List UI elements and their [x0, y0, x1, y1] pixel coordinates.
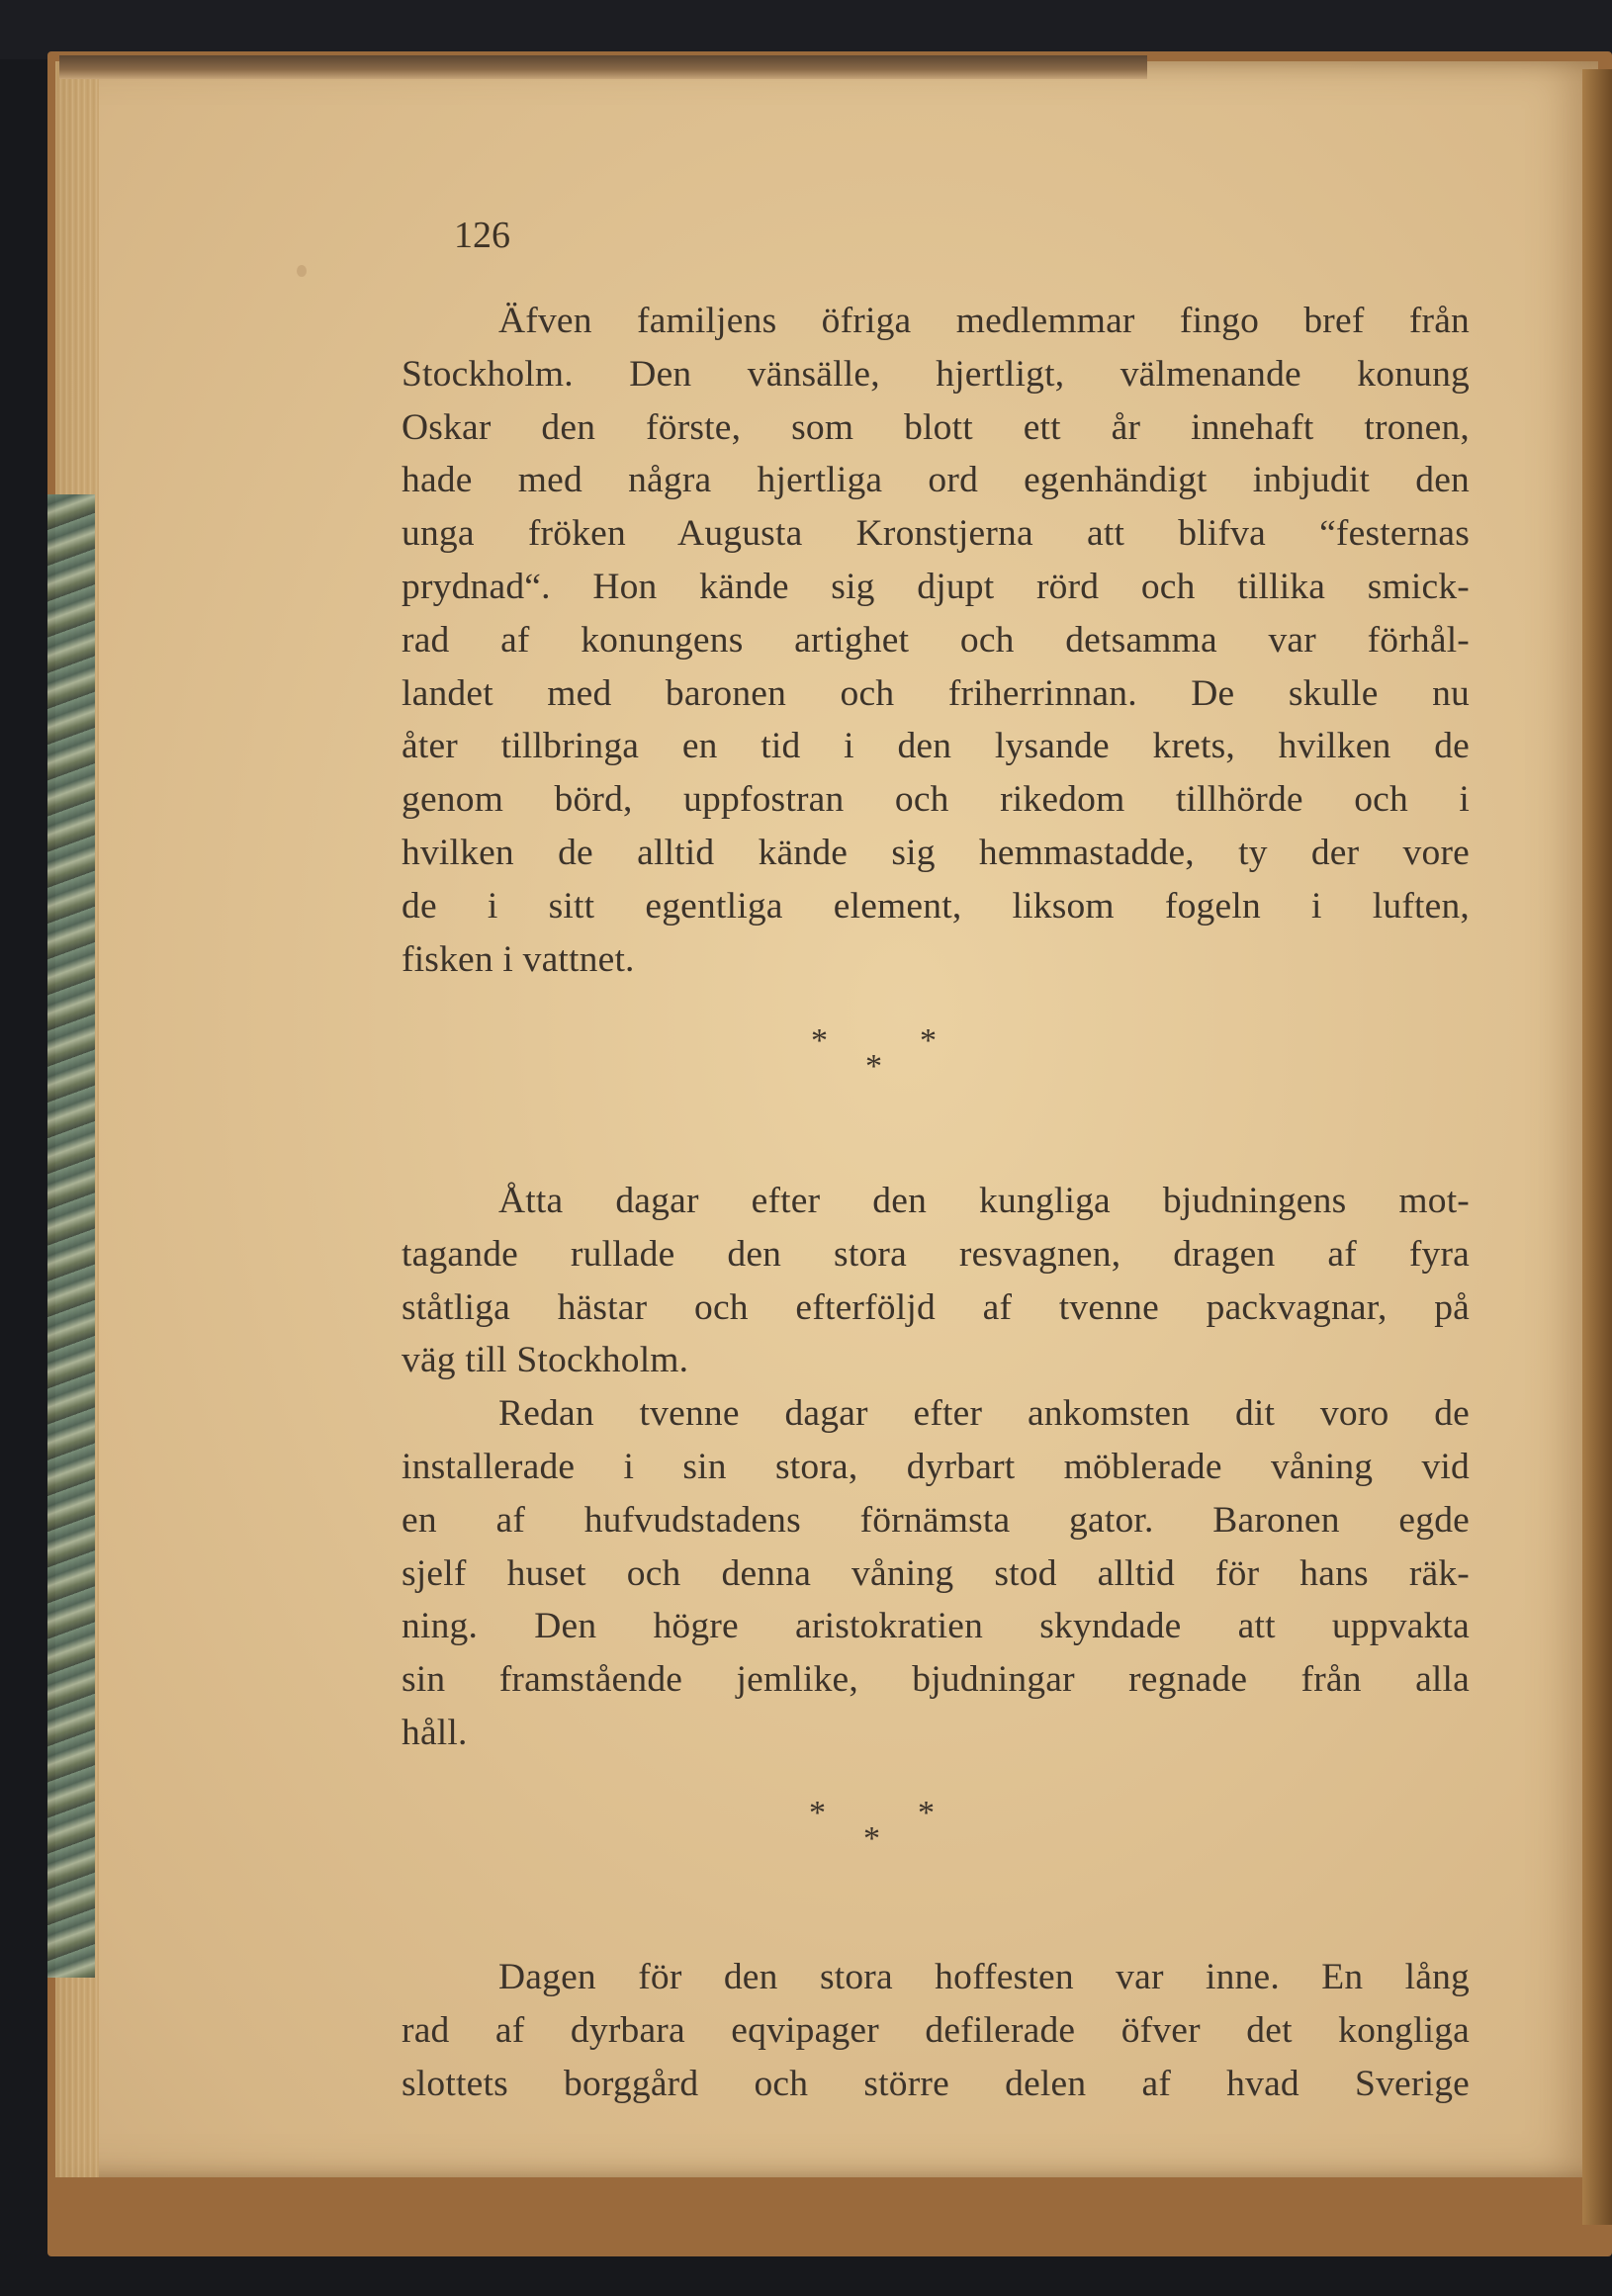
text-line: rad af konungens artighet och detsamma var förhål-	[402, 619, 1470, 661]
text-line: håll.	[402, 1712, 468, 1753]
text-line: tagande rullade den stora resvagnen, dragen af fyra	[402, 1233, 1470, 1275]
paragraph-block-3	[402, 1951, 1470, 2110]
text-line: installerade i sin stora, dyrbart möblerade våning vid	[402, 1446, 1470, 1487]
text-line: åter tillbringa en tid i den lysande krets, hvilken de	[402, 726, 1470, 767]
text-line: hade med några hjertliga ord egenhändigt inbjudit den	[402, 460, 1470, 501]
top-edge	[59, 55, 1147, 79]
text-line: Redan tvenne dagar efter ankomsten dit voro de	[498, 1393, 1470, 1435]
section-break-asterism	[809, 1795, 1007, 1874]
page-fore-edge	[1582, 69, 1612, 2225]
marbled-edge	[47, 494, 95, 1978]
asterisk-glyph: *	[811, 1022, 828, 1059]
text-line: landet med baronen och friherrinnan. De skulle nu	[402, 672, 1470, 714]
text-line: rad af dyrbara eqvipager defilerade öfver det kongliga	[402, 2009, 1470, 2051]
asterisk-glyph: *	[865, 1048, 882, 1085]
text-line: unga fröken Augusta Kronstjerna att blifva “festernas	[402, 513, 1470, 555]
text-line: sjelf huset och denna våning stod alltid för hans räk-	[402, 1552, 1470, 1594]
text-line: slottets borggård och större delen af hvad Sverige	[402, 2063, 1470, 2104]
text-line: de i sitt egentliga element, liksom fogeln i luften,	[402, 885, 1470, 927]
paper-spot	[297, 265, 307, 277]
paragraph-block-2	[402, 1175, 1470, 1760]
text-line: fisken i vattnet.	[402, 938, 635, 980]
text-line: genom börd, uppfostran och rikedom tillhörde och i	[402, 779, 1470, 821]
asterisk-glyph: *	[863, 1820, 880, 1857]
asterisk-glyph: *	[920, 1022, 937, 1059]
asterisk-glyph: *	[809, 1795, 826, 1831]
text-line: ning. Den högre aristokratien skyndade att uppvakta	[402, 1606, 1470, 1647]
text-line: Dagen för den stora hoffesten var inne. En lång	[498, 1957, 1470, 1997]
text-line: Stockholm. Den vänsälle, hjertligt, välmenande konung	[402, 353, 1470, 395]
text-line: en af hufvudstadens förnämsta gator. Baronen egde	[402, 1499, 1470, 1541]
text-line: Oskar den förste, som blott ett år innehaft tronen,	[402, 406, 1470, 448]
text-line: prydnad“. Hon kände sig djupt rörd och tillika smick-	[402, 566, 1470, 607]
text-line: Åtta dagar efter den kungliga bjudningens mot-	[498, 1181, 1470, 1221]
background-top	[0, 0, 1612, 59]
section-break-asterism	[811, 1022, 1009, 1102]
text-line: väg till Stockholm.	[402, 1340, 689, 1381]
page-number: 126	[454, 215, 510, 256]
text-line: ståtliga hästar och efterföljd af tvenne packvagnar, på	[402, 1286, 1470, 1328]
paragraph-block-1	[402, 295, 1470, 986]
asterisk-glyph: *	[918, 1795, 935, 1831]
text-line: sin framstående jemlike, bjudningar regnade från alla	[402, 1659, 1470, 1701]
text-line: hvilken de alltid kände sig hemmastadde, ty der vore	[402, 832, 1470, 873]
text-line: Äfven familjens öfriga medlemmar fingo bref från	[498, 301, 1470, 341]
